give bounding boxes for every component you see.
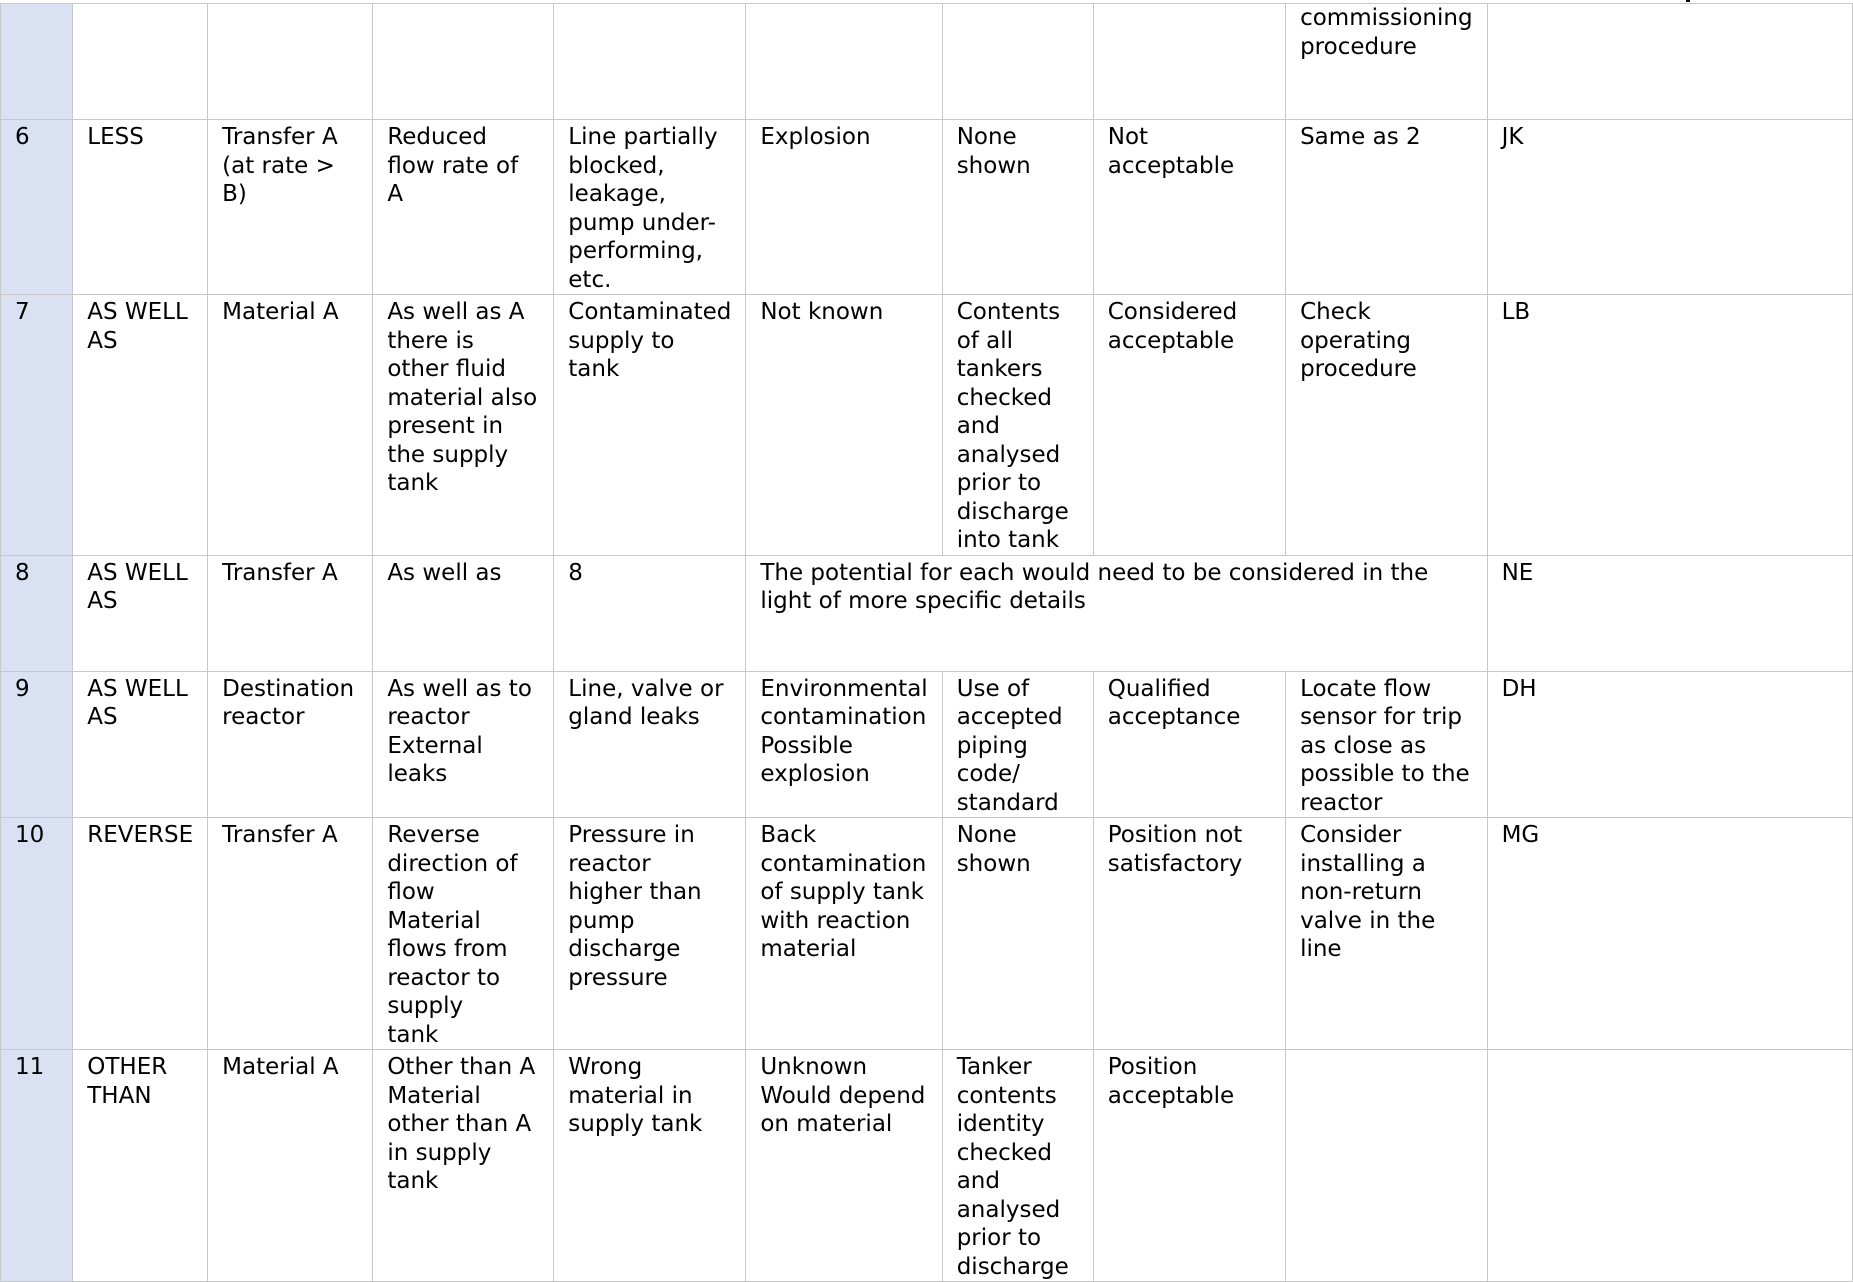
deviation-cell	[373, 818, 554, 1050]
element-cell	[208, 4, 373, 120]
table-row	[1, 1050, 1853, 1282]
by-cell: DH	[1487, 671, 1852, 818]
comments-cell: Not acceptable	[1093, 120, 1285, 295]
comments-cell: Position acceptable	[1093, 1050, 1285, 1282]
actions-cell	[1286, 4, 1488, 120]
deviation-line: Other than A	[387, 1054, 536, 1080]
actions-cell	[1286, 1050, 1488, 1282]
causes-cell	[554, 4, 746, 120]
deviation-line: Material other than A in supply tank	[387, 1082, 532, 1194]
actions-line: procedure	[1300, 33, 1417, 60]
element-cell: Material A	[208, 1050, 373, 1282]
causes-cell: Contaminated supply to tank	[554, 295, 746, 556]
safeguards-cell	[942, 4, 1093, 120]
causes-cell: Line, valve or gland leaks	[554, 671, 746, 818]
guide-word-cell: REVERSE	[73, 818, 208, 1050]
causes-cell: Line partially blocked, leakage, pump under-performing, etc.	[554, 120, 746, 295]
actions-cell: Locate flow sensor for trip as close as possible to the reactor	[1286, 671, 1488, 818]
actions-cell: Same as 2	[1286, 120, 1488, 295]
comments-cell: Considered acceptable	[1093, 295, 1285, 556]
by-cell: JK	[1487, 120, 1852, 295]
deviation-cell: Reduced flow rate of A	[373, 120, 554, 295]
element-cell: Destination reactor	[208, 671, 373, 818]
row-number-cell: 7	[1, 295, 73, 556]
element-cell: Material A	[208, 295, 373, 556]
by-cell	[1487, 4, 1852, 120]
guide-word-cell: OTHER THAN	[73, 1050, 208, 1282]
guide-word-cell: LESS	[73, 120, 208, 295]
consequences-cell	[746, 671, 942, 818]
causes-cell: Pressure in reactor higher than pump discharge pressure	[554, 818, 746, 1050]
deviation-cell: As well as to reactor External leaks	[373, 671, 554, 818]
consequences-cell: Not known	[746, 295, 942, 556]
row-number-cell: 9	[1, 671, 73, 818]
table-row	[1, 671, 1853, 818]
guide-word-cell: AS WELL AS	[73, 295, 208, 556]
safeguards-cell: Contents of all tankers checked and analysed prior to discharge into tank	[942, 295, 1093, 556]
merged-note-cell: The potential for each would need to be considered in the light of more specific details	[746, 555, 1487, 671]
safeguards-cell: Use of accepted piping code/ standard	[942, 671, 1093, 818]
guide-word-cell	[73, 4, 208, 120]
guide-word-cell: AS WELL AS	[73, 555, 208, 671]
by-cell: NE	[1487, 555, 1852, 671]
deviation-cell: As well as A there is other fluid material also present in the supply tank	[373, 295, 554, 556]
actions-cell: Check operating procedure	[1286, 295, 1488, 556]
table-row	[1, 818, 1853, 1050]
row-number-cell	[1, 4, 73, 120]
element-cell: Transfer A	[208, 555, 373, 671]
actions-line: commissioning	[1300, 5, 1473, 31]
deviation-cell	[373, 4, 554, 120]
guide-word-cell: AS WELL AS	[73, 671, 208, 818]
comments-cell: Qualified acceptance	[1093, 671, 1285, 818]
row-number-cell: 10	[1, 818, 73, 1050]
deviation-line: Material flows from reactor to supply	[387, 907, 508, 1019]
consequences-cell	[746, 4, 942, 120]
consequences-line: Would depend on material	[760, 1082, 926, 1137]
hazop-table	[0, 3, 1853, 1282]
consequences-cell	[746, 1050, 942, 1282]
element-cell: Transfer A	[208, 818, 373, 1050]
causes-cell: Wrong material in supply tank	[554, 1050, 746, 1282]
element-cell: Transfer A (at rate > B)	[208, 120, 373, 295]
row-number-cell: 8	[1, 555, 73, 671]
by-cell	[1487, 1050, 1852, 1282]
row-number-cell: 11	[1, 1050, 73, 1282]
deviation-cell: As well as	[373, 555, 554, 671]
table-row	[1, 295, 1853, 556]
by-cell: LB	[1487, 295, 1852, 556]
safeguards-cell: None shown	[942, 120, 1093, 295]
actions-cell: Consider installing a non-return valve in the line	[1286, 818, 1488, 1050]
causes-cell: 8	[554, 555, 746, 671]
consequences-cell: Back contamination of supply tank with reaction material	[746, 818, 942, 1050]
table-row-top	[1, 4, 1853, 120]
deviation-line: tank	[387, 1021, 439, 1048]
consequences-line: Environmental contamination	[760, 675, 928, 730]
row-number-cell: 6	[1, 120, 73, 295]
consequences-line: Possible explosion	[760, 732, 870, 787]
consequences-line: Unknown	[760, 1054, 868, 1080]
safeguards-cell: None shown	[942, 818, 1093, 1050]
comments-cell: Position not satisfactory	[1093, 818, 1285, 1050]
comments-cell	[1093, 4, 1285, 120]
deviation-cell	[373, 1050, 554, 1282]
cut-off-text-fragment	[1686, 0, 1690, 2]
by-cell: MG	[1487, 818, 1852, 1050]
table-row	[1, 120, 1853, 295]
safeguards-cell: Tanker contents identity checked and analysed prior to discharge	[942, 1050, 1093, 1282]
deviation-line: Reverse direction of flow	[387, 822, 518, 905]
consequences-cell: Explosion	[746, 120, 942, 295]
table-row	[1, 555, 1853, 671]
